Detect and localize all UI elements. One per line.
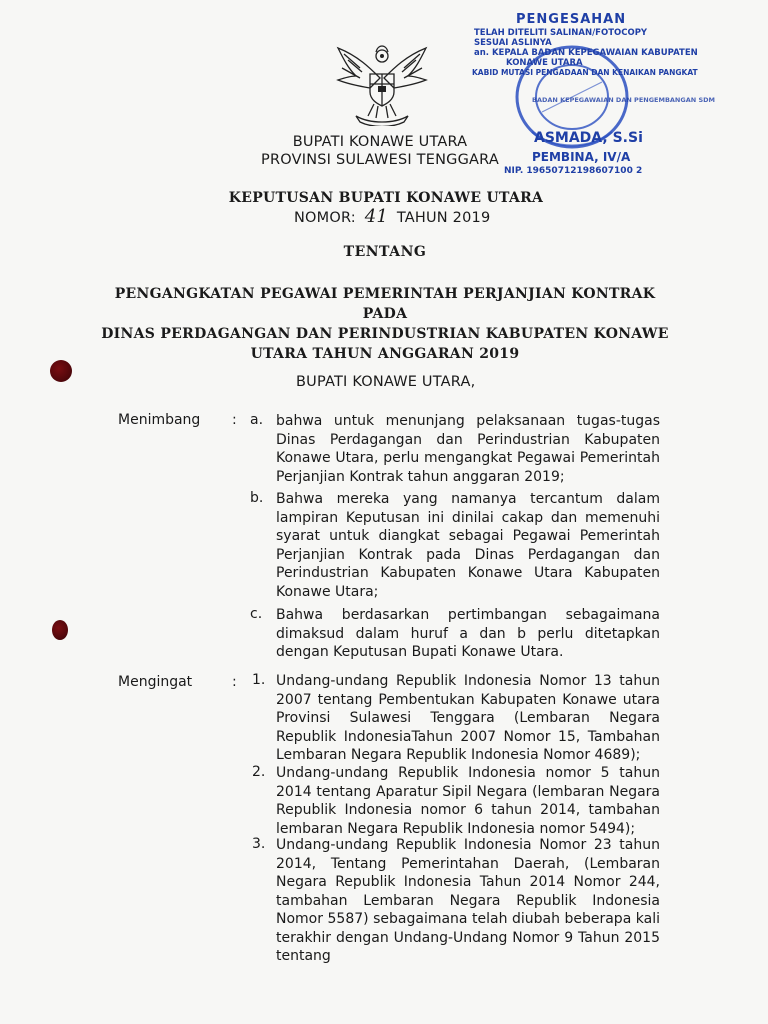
header-line-2: PROVINSI SULAWESI TENGGARA bbox=[261, 152, 499, 168]
stamp-line-1: TELAH DITELITI SALINAN/FOTOCOPY bbox=[474, 28, 648, 38]
menimbang-item-c: Bahwa berdasarkan pertimbangan sebagaimana dimaksud dalam huruf a dan b perlu ditetapkan dengan Keputusan Bupati Konawe Utara. bbox=[276, 607, 660, 660]
decree-subject-line-2: DINAS PERDAGANGAN DAN PERINDUSTRIAN KABUPATEN KONAWE bbox=[101, 326, 669, 342]
header-line-1: BUPATI KONAWE UTARA bbox=[292, 134, 468, 150]
decree-number-prefix: NOMOR: bbox=[294, 210, 356, 226]
stamp-line-4: KONAWE UTARA bbox=[506, 58, 583, 68]
stamp-line-3: an. KEPALA BADAN KEPEGAWAIAN KABUPATEN bbox=[474, 48, 698, 58]
stamp-signer-name: ASMADA, S.Si bbox=[534, 130, 643, 146]
decree-subject bbox=[100, 284, 670, 364]
garuda-emblem-icon bbox=[330, 38, 434, 126]
stamp-signer-rank: PEMBINA, IV/A bbox=[532, 150, 631, 164]
punch-hole-top bbox=[50, 360, 72, 382]
decree-subject-line-1: PENGANGKATAN PEGAWAI PEMERINTAH PERJANJIAN KONTRAK PADA bbox=[114, 286, 656, 322]
stamp-title: PENGESAHAN bbox=[516, 12, 627, 27]
menimbang-item-b: Bahwa mereka yang namanya tercantum dalam lampiran Keputusan ini dinilai cakap dan memenuhi syarat untuk diangkat sebagai Pegawai Pemerintah Perjanjian Kontrak pada Dinas Perdagangan dan Perindustrian Kabupaten Konawe Utara Kabupaten Konawe Utara; bbox=[276, 491, 660, 600]
mengingat-marker-2: 2. bbox=[252, 764, 266, 780]
mengingat-colon: : bbox=[232, 674, 237, 690]
menimbang-marker-a: a. bbox=[250, 412, 264, 428]
menimbang-marker-b: b. bbox=[250, 490, 264, 506]
decree-subject-line-3: UTARA TAHUN ANGGARAN 2019 bbox=[250, 346, 520, 362]
decree-number-suffix: TAHUN 2019 bbox=[396, 210, 491, 226]
menimbang-marker-c: c. bbox=[250, 606, 263, 622]
stamp-line-5: KABID MUTASI PENGADAAN DAN KENAIKAN PANGKAT bbox=[472, 68, 698, 77]
mengingat-item-1: Undang-undang Republik Indonesia Nomor 13 tahun 2007 tentang Pembentukan Kabupaten Konawe utara Provinsi Sulawesi Tenggara (Lembaran Negara Republik IndonesiaTahun 2007 Nomor 15, Tambahan Lembaran Negara Republik Indonesia Nomor 4689); bbox=[276, 673, 660, 763]
menimbang-label: Menimbang bbox=[118, 412, 201, 428]
decree-about: TENTANG bbox=[343, 244, 427, 260]
decree-number bbox=[294, 206, 514, 227]
mengingat-item-3: Undang-undang Republik Indonesia Nomor 23 tahun 2014, Tentang Pemerintahan Daerah, (Lembaran Negara Republik Indonesia Tahun 2014 Nomor 244, tambahan Lembaran Negara Republik Indonesia Nomor 5587) sebagaimana telah diubah beberapa kali terakhir dengan Undang-Undang Nomor 9 Tahun 2015 tentang bbox=[276, 837, 660, 964]
decree-number-value: 41 bbox=[364, 206, 389, 227]
stamp-seal-text: BADAN KEPEGAWAIAN DAN PENGEMBANGAN SDM bbox=[532, 96, 715, 104]
mengingat-marker-3: 3. bbox=[252, 836, 266, 852]
mengingat-marker-1: 1. bbox=[252, 672, 266, 688]
menimbang-item-a: bahwa untuk menunjang pelaksanaan tugas-tugas Dinas Perdagangan dan Perindustrian Kabupaten Konawe Utara, perlu mengangkat Pegawai Pemerintah Perjanjian Kontrak tahun anggaran 2019; bbox=[276, 413, 660, 485]
menimbang-colon: : bbox=[232, 412, 237, 428]
decree-title: KEPUTUSAN BUPATI KONAWE UTARA bbox=[228, 190, 544, 206]
mengingat-item-2: Undang-undang Republik Indonesia nomor 5 tahun 2014 tentang Aparatur Sipil Negara (lembaran Negara Republik Indonesia nomor 6 tahun 2014, tambahan lembaran Negara Republik Indonesia nomor 5494); bbox=[276, 765, 660, 837]
stamp-signer-nip: NIP. 19650712198607100 2 bbox=[504, 166, 643, 176]
stamp-line-2: SESUAI ASLINYA bbox=[474, 38, 552, 48]
mengingat-label: Mengingat bbox=[118, 674, 193, 690]
decree-issuer: BUPATI KONAWE UTARA, bbox=[296, 374, 476, 390]
punch-hole-bottom bbox=[52, 620, 68, 640]
